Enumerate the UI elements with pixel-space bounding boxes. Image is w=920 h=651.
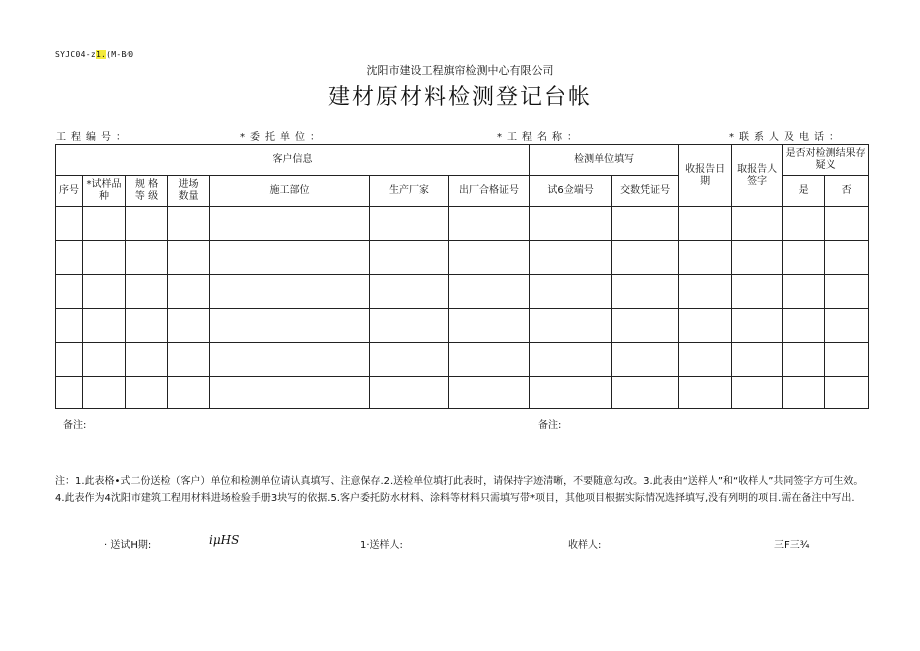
receiver-label: 收样人: xyxy=(568,540,602,551)
table-cell[interactable] xyxy=(825,309,869,343)
sample-header: *试样品种 xyxy=(83,176,126,207)
table-cell[interactable] xyxy=(679,309,732,343)
table-row xyxy=(56,241,869,275)
table-cell[interactable] xyxy=(679,207,732,241)
table-cell[interactable] xyxy=(449,207,530,241)
table-cell[interactable] xyxy=(210,309,370,343)
table-cell[interactable] xyxy=(530,241,612,275)
doubt-header: 是否对检测结果存疑义 xyxy=(783,145,869,176)
site-header: 施工部位 xyxy=(210,176,370,207)
note-text: 注：1.此表格•式二份送检（客户）单位和检测单位请认真填写、注意保存.2.送检单位填打此表时，请保持字迹清晰，不要随意勾改。3.此表由“送样人”和“收样人”共同签字方可生效。4.此表作为4沈阳市建筑工程用材料进场检验手册3块写的依据.5.客户委托防水材料、涂料等材料只需填写带*项目，其他项目根据实际情况选择填写,没有列明的项目.需在备注中写出. xyxy=(55,476,864,504)
table-cell[interactable] xyxy=(126,343,168,377)
table-cell[interactable] xyxy=(783,377,825,409)
maker-header: 生产厂家 xyxy=(370,176,449,207)
table-cell[interactable] xyxy=(126,207,168,241)
table-cell[interactable] xyxy=(612,241,679,275)
table-cell[interactable] xyxy=(168,309,210,343)
table-cell[interactable] xyxy=(126,241,168,275)
table-cell[interactable] xyxy=(449,377,530,409)
table-cell[interactable] xyxy=(83,207,126,241)
table-cell[interactable] xyxy=(210,275,370,309)
lab-fill-header: 检测单位填写 xyxy=(530,145,679,176)
document-code xyxy=(55,50,133,59)
stamp-mark: 三F三¾ xyxy=(774,540,810,551)
table-cell[interactable] xyxy=(168,241,210,275)
table-cell[interactable] xyxy=(612,343,679,377)
table-cell[interactable] xyxy=(679,343,732,377)
table-cell[interactable] xyxy=(370,275,449,309)
table-cell[interactable] xyxy=(370,207,449,241)
table-cell[interactable] xyxy=(732,207,783,241)
table-cell[interactable] xyxy=(783,309,825,343)
table-row xyxy=(56,309,869,343)
table-cell[interactable] xyxy=(56,207,83,241)
table-cell[interactable] xyxy=(825,343,869,377)
table-cell[interactable] xyxy=(56,377,83,409)
table-cell[interactable] xyxy=(679,275,732,309)
table-row xyxy=(56,343,869,377)
qty-header: 进场数量 xyxy=(168,176,210,207)
table-cell[interactable] xyxy=(168,377,210,409)
table-cell[interactable] xyxy=(210,241,370,275)
cert-header: 出厂合格证号 xyxy=(449,176,530,207)
table-cell[interactable] xyxy=(783,275,825,309)
table-cell[interactable] xyxy=(612,275,679,309)
table-cell[interactable] xyxy=(825,377,869,409)
table-cell[interactable] xyxy=(732,343,783,377)
project-name-label: *工程名称： xyxy=(497,132,582,143)
table-cell[interactable] xyxy=(612,309,679,343)
table-cell[interactable] xyxy=(732,377,783,409)
table-cell[interactable] xyxy=(732,241,783,275)
table-cell[interactable] xyxy=(126,309,168,343)
table-cell[interactable] xyxy=(83,241,126,275)
table-cell[interactable] xyxy=(126,275,168,309)
table-cell[interactable] xyxy=(530,275,612,309)
table-cell[interactable] xyxy=(530,309,612,343)
table-cell[interactable] xyxy=(56,241,83,275)
table-cell[interactable] xyxy=(679,377,732,409)
table-cell[interactable] xyxy=(56,309,83,343)
contact-label: *联系人及电话： xyxy=(729,132,844,143)
table-cell[interactable] xyxy=(783,207,825,241)
table-row xyxy=(56,207,869,241)
table-cell[interactable] xyxy=(168,275,210,309)
table-cell[interactable] xyxy=(370,309,449,343)
client-label: *委托单位： xyxy=(240,132,325,143)
remarks-left: 备注: xyxy=(63,420,87,431)
table-cell[interactable] xyxy=(825,275,869,309)
table-row xyxy=(56,275,869,309)
send-date-label: · 送试H期: xyxy=(104,540,152,551)
table-cell[interactable] xyxy=(732,309,783,343)
table-cell[interactable] xyxy=(783,241,825,275)
sender-label: 1·送样人: xyxy=(360,540,403,551)
table-cell[interactable] xyxy=(370,343,449,377)
table-cell[interactable] xyxy=(56,343,83,377)
table-cell[interactable] xyxy=(449,343,530,377)
table-cell[interactable] xyxy=(210,377,370,409)
table-cell[interactable] xyxy=(168,207,210,241)
table-cell[interactable] xyxy=(449,309,530,343)
table-cell[interactable] xyxy=(530,207,612,241)
table-cell[interactable] xyxy=(783,343,825,377)
table-cell[interactable] xyxy=(370,241,449,275)
spec-header: 规 格等 级 xyxy=(126,176,168,207)
handover-header: 交数凭证号 xyxy=(612,176,679,207)
table-cell[interactable] xyxy=(449,275,530,309)
code-highlight: 1. xyxy=(95,50,107,59)
company-name: 沈阳市建设工程旗帘检测中心有限公司 xyxy=(366,64,554,77)
table-body xyxy=(56,207,869,409)
table-cell[interactable] xyxy=(679,241,732,275)
table-cell[interactable] xyxy=(56,275,83,309)
project-number-label: 工程编号： xyxy=(56,132,131,143)
table-cell[interactable] xyxy=(210,207,370,241)
register-table xyxy=(55,144,869,409)
code-prefix: SYJC04-z xyxy=(55,50,96,59)
no-header: 否 xyxy=(825,176,869,207)
customer-info-header: 客户信息 xyxy=(56,145,530,176)
page-title: 建材原材料检测登记台帐 xyxy=(327,85,592,110)
table-cell[interactable] xyxy=(825,241,869,275)
table-cell[interactable] xyxy=(449,241,530,275)
table-cell[interactable] xyxy=(83,309,126,343)
table-cell[interactable] xyxy=(83,275,126,309)
table-cell[interactable] xyxy=(83,377,126,409)
code-suffix: (M-B⁄0 xyxy=(106,50,134,59)
receive-date-header: 收报告日期 xyxy=(679,145,732,207)
date-signature: iμHS xyxy=(209,533,240,547)
seq-header: 序号 xyxy=(56,176,83,207)
table-cell[interactable] xyxy=(210,343,370,377)
pickup-sign-header: 取报告人签字 xyxy=(732,145,783,207)
table-cell[interactable] xyxy=(126,377,168,409)
table-cell[interactable] xyxy=(530,343,612,377)
table-row xyxy=(56,377,869,409)
table-cell[interactable] xyxy=(612,207,679,241)
table-cell[interactable] xyxy=(825,207,869,241)
table-cell[interactable] xyxy=(732,275,783,309)
table-cell[interactable] xyxy=(83,343,126,377)
remarks-right: 备注: xyxy=(538,420,562,431)
table-cell[interactable] xyxy=(530,377,612,409)
table-cell[interactable] xyxy=(168,343,210,377)
test-number-header: 试6佥端号 xyxy=(530,176,612,207)
table-cell[interactable] xyxy=(612,377,679,409)
yes-header: 是 xyxy=(783,176,825,207)
table-cell[interactable] xyxy=(370,377,449,409)
